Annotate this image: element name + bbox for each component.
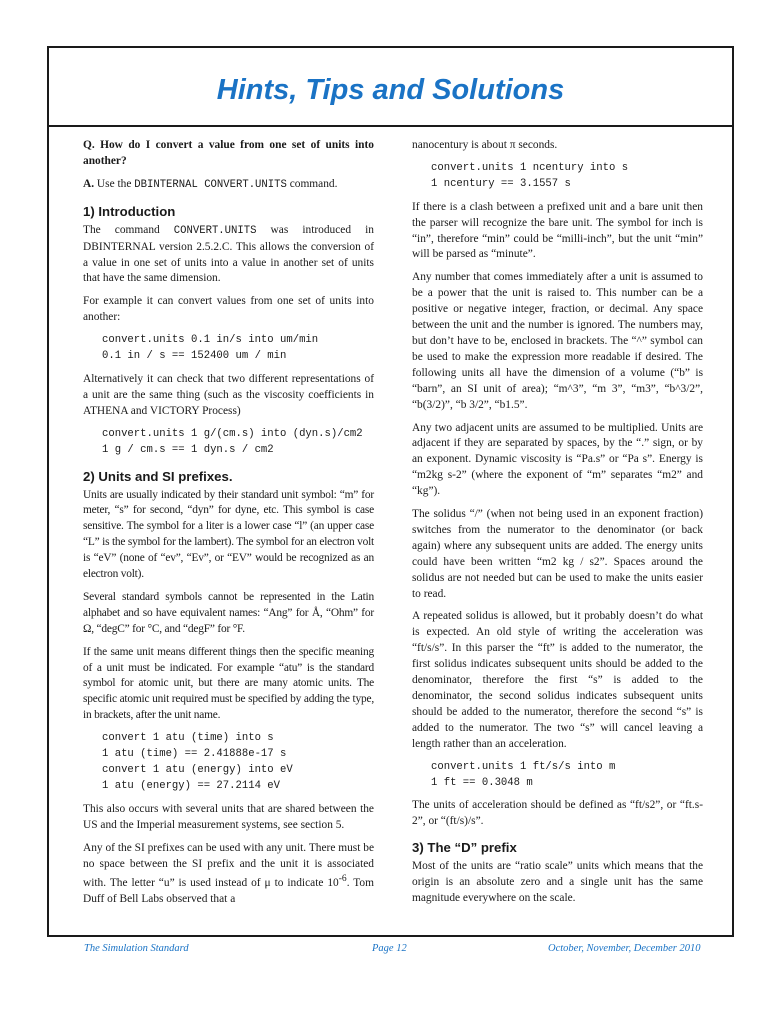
solidus-paragraph: The solidus “/” (when not being used in an exponent fraction) switches from the numerator to the denominator (or back again) where any subsequent units are added. The energy units could have been written “m2 kg / s2”. Spaces around the solidus are not needed but can be used to make the units easier to read. bbox=[412, 508, 703, 600]
answer bbox=[83, 177, 374, 194]
acceleration-paragraph: The units of acceleration should be defined as “ft/s2”, or “ft.s-2”, or “(ft/s)/s”. bbox=[412, 799, 703, 828]
code-block-5: convert.units 1 ft/s/s into m 1 ft == 0.3048 m bbox=[431, 760, 616, 789]
title-divider bbox=[49, 125, 732, 127]
page-title: Hints, Tips and Solutions bbox=[216, 74, 565, 106]
intro-paragraph bbox=[83, 223, 374, 288]
code-block-2: convert.units 1 g/(cm.s) into (dyn.s)/cm2 1 g / cm.s == 1 dyn.s / cm2 bbox=[102, 427, 363, 456]
answer-pre: Use the bbox=[94, 177, 135, 190]
clash-paragraph: If there is a clash between a prefixed unit and a bare unit then the parser will recognize the bare unit. The symbol for inch is “in”, therefore “min” could be “milli-inch”, but the unit “min” will be parsed as “minute”. bbox=[412, 200, 703, 261]
section-heading-units: 2) Units and SI prefixes. bbox=[83, 468, 233, 484]
ratio-scale-paragraph: Most of the units are “ratio scale” units which means that the origin is an absolute zero and a single unit has the same magnitude everywhere on the scale. bbox=[412, 860, 703, 905]
si-prefix-paragraph bbox=[83, 841, 374, 908]
answer-post: command. bbox=[286, 177, 338, 190]
repeated-solidus-paragraph: A repeated solidus is allowed, but it probably doesn’t do what is expected. An old style of writing the acceleration was “ft/s/s”. In this parser the “ft” is added to the numerator, the first solidus indicates subsequent units should be added to the denominator, therefore the first “s” is added to the denominator, the second solidus indicates subsequent units should be added to the numerator, therefore the second “s” is added to the numerator. The two “s” will cancel leaving a length rather than an acceleration. bbox=[412, 610, 703, 750]
answer-command: DBINTERNAL CONVERT.UNITS bbox=[134, 178, 287, 191]
intro-pre: The command bbox=[83, 223, 174, 236]
latin-paragraph: Several standard symbols cannot be represented in the Latin alphabet and so have equivalent names: “Ang” for Å, “Ohm” for Ω, “degC” for °C, and “degF” for °F. bbox=[83, 590, 374, 635]
adjacent-paragraph: Any two adjacent units are assumed to be multiplied. Units are adjacent if they are separated by spaces, by the “.” sign, or by an exponent. Dynamic viscosity is “Pa.s” or “Pa s”. Energy is “m2kg s-2” (where the exponent of “m” separates “m2” and “kg”). bbox=[412, 421, 703, 498]
intro-command: CONVERT.UNITS bbox=[173, 224, 257, 237]
section-heading-d-prefix: 3) The “D” prefix bbox=[412, 840, 517, 856]
code-block-1: convert.units 0.1 in/s into um/min 0.1 in / s == 152400 um / min bbox=[102, 334, 319, 363]
power-paragraph: Any number that comes immediately after a unit is assumed to be a power that the unit is raised to. This number can be a positive or negative integer, fraction, or decimal. Any space between the unit and the number is ignored. The numbers may, but don’t have to be, enclosed in brackets. The “^” symbol can be used to make the expression more readable if desired. The following units all have the dimension of a volume (“b” is “barn”, an SI unit of area); “m^3”, “m 3”, “m3”, “b^3/2”, “b(3/2)”, “b 3/2”, “b1.5”. bbox=[412, 271, 703, 411]
footer-date: October, November, December 2010 bbox=[548, 943, 701, 954]
units-paragraph: Units are usually indicated by their standard unit symbol: “m” for meter, “s” for second, “dyn” for dyne, etc. This symbol is case sensitive. The symbol for a liter is a lower case “l” (an upper case “L” is the symbol for the lambert). The symbol for an electron volt is “eV” (none of “ev”, “Ev”, or “EV” would be recognized as an electron volt). bbox=[83, 488, 375, 581]
intro-post: was introduced in DBINTERNAL version 2.5.2.C. This allows the conversion of a value in one set of units into a value in another set of units that have the same dimension. bbox=[83, 223, 374, 285]
footer-page-number: Page 12 bbox=[372, 943, 407, 954]
example-paragraph: For example it can convert values from one set of units into another: bbox=[83, 295, 374, 324]
answer-prefix: A. bbox=[83, 177, 95, 190]
code-block-3: convert 1 atu (time) into s 1 atu (time) == 2.41888e-17 s convert 1 atu (energy) into eV 1 atu (energy) == 27.2114 eV bbox=[102, 732, 293, 792]
code-block-4: convert.units 1 ncentury into s 1 ncentury == 3.1557 s bbox=[431, 161, 629, 190]
question: Q. How do I convert a value from one set of units into another? bbox=[83, 139, 374, 167]
alternative-paragraph: Alternatively it can check that two different representations of a unit are the same thing (such as the viscosity coefficients in ATHENA and VICTORY Process) bbox=[83, 372, 374, 417]
si-post: . Tom Duff of Bell Labs observed that a bbox=[83, 877, 374, 906]
si-exponent: -6 bbox=[338, 874, 347, 885]
left-column bbox=[83, 138, 374, 915]
nanocentury-paragraph: nanocentury is about π seconds. bbox=[412, 139, 558, 151]
right-column bbox=[412, 138, 703, 914]
page-frame bbox=[47, 46, 734, 937]
si-pre: Any of the SI prefixes can be used with any unit. There must be no space between the SI prefix and the unit it is associated with. The letter “u” is used instead of μ to indicate 10 bbox=[83, 841, 374, 890]
also-paragraph: This also occurs with several units that are shared between the US and the Imperial measurement systems, see section 5. bbox=[83, 802, 374, 831]
same-unit-paragraph: If the same unit means different things then the specific meaning of a unit must be indicated. For example “atu” is the standard symbol for atomic unit, but there are many atomic units. The specific atomic unit required must be specified by adding the type, in brackets, after the unit name. bbox=[83, 645, 374, 722]
section-heading-introduction: 1) Introduction bbox=[83, 203, 176, 219]
footer-publication: The Simulation Standard bbox=[84, 943, 189, 954]
